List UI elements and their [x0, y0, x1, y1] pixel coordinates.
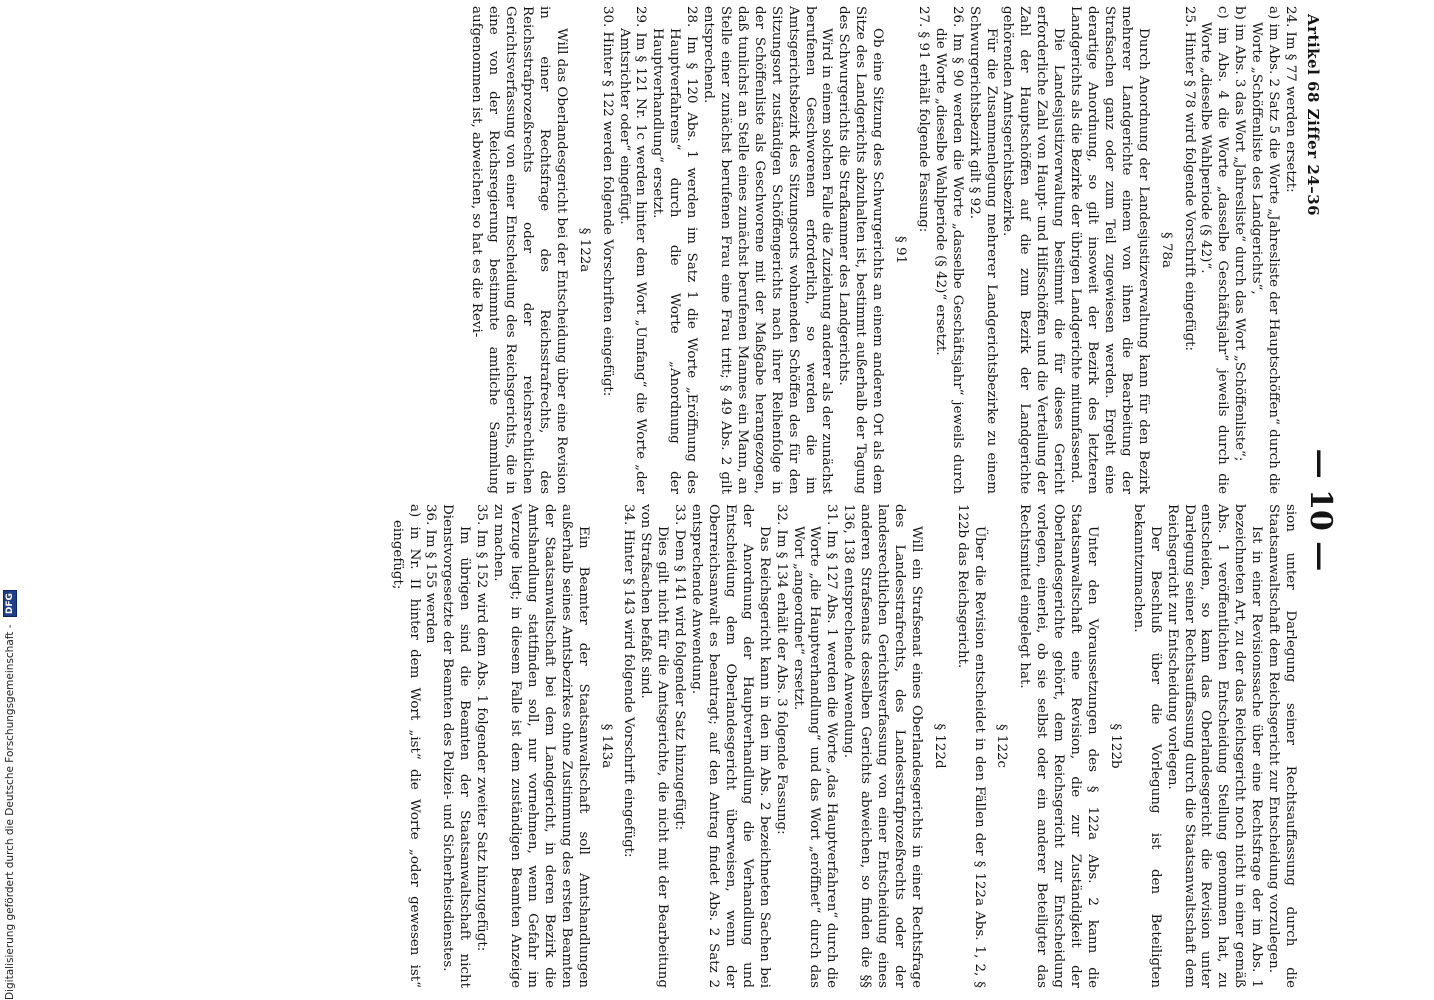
paragraph: 27. § 91 erhält folgende Fassung:: [915, 6, 931, 233]
footer-credit-text: Digitalisierung gefördert durch die Deutsche Forschungsgemeinschaft -: [4, 624, 16, 1000]
right-text-column: [388, 504, 1298, 988]
section-heading: § 122b: [1107, 723, 1123, 769]
paragraph: Im übrigen sind die Beamten der Staatsanwaltschaft nicht Dienstvorgesetzte der Beamten des Polizei- und Sicherheitsdienstes.: [440, 504, 473, 988]
section-heading: § 78a: [1158, 232, 1174, 268]
paragraph: 26. Im § 90 werden die Worte „dasselbe Geschäftsjahr“ jeweils durch die Worte „dieselbe Wahlperiode (§ 42)“ ersetzt.: [932, 6, 965, 494]
paragraph: 36. Im § 155 werden: [423, 504, 439, 644]
paragraph: 29. Im § 121 Nr. 1c werden hinter dem Wort „Umfang“ die Worte „der Amtsrichter oder“ eingefügt.: [616, 6, 649, 494]
paragraph: 25. Hinter § 78 wird folgende Vorschrift eingefügt:: [1181, 6, 1197, 352]
paragraph: Die Landesjustizverwaltung bestimmt die für dieses Gericht erforderliche Zahl von Haupt- und Hilfsschöffen und die Verteilung der Zahl der Hauptschöffen auf die zum Bezirk der Landgerichte gehörenden Amtsgerichtsbezirke.: [1000, 6, 1067, 494]
paragraph: 30. Hinter § 122 werden folgende Vorschriften eingefügt:: [599, 6, 615, 397]
paragraph: 28. Im § 120 Abs. 1 werden im Satz 1 die Worte „Eröffnung des Hauptverfahrens“ durch die Worte „Anordnung der Hauptverhandlung“ ersetzt.: [650, 6, 700, 494]
left-text-column: [467, 6, 1298, 494]
paragraph: sion unter Darlegung seiner Rechtsauffassung durch die Staatsanwaltschaft dem Reichsgericht zur Entscheidung vorzulegen.: [1266, 504, 1298, 988]
paragraph: b) im Abs. 3 das Wort „Jahresliste“ durch das Wort „Schöffenliste“;: [1232, 6, 1248, 462]
paragraph: a) im Abs. 2 Satz 5 die Worte „Jahresliste der Hauptschöffen“ durch die Worte „Schöffenliste des Landgerichts“,: [1249, 6, 1282, 494]
section-heading: § 143a: [598, 723, 614, 769]
paragraph: Will ein Strafsenat eines Oberlandesgerichts in einer Rechtsfrage des Landesstrafrechts, des Landesstrafprozeßrechts oder der landesrechtlichen Gerichtsverfassung von einer Entscheidung eines anderen Strafsenats desselben Gerichts abweichen, so finden die §§ 136, 138 entsprechende Anwendung.: [841, 504, 924, 988]
paragraph: Für die Zusammenlegung mehrerer Landgerichtsbezirke zu einem Schwurgerichtsbezirk gilt § 92.: [966, 6, 999, 494]
paragraph: 34. Hinter § 143 wird folgende Vorschrift eingefügt:: [621, 504, 637, 858]
paragraph: Ob eine Sitzung des Schwurgerichts an einem anderen Ort als dem Sitze des Landgerichts abzuhalten ist, bestimmt außerhalb der Tagung des Schwurgerichts die Strafkammer des Landgerichts.: [836, 6, 886, 494]
paragraph: 35. Im § 152 wird dem Abs. 1 folgender zweiter Satz hinzugefügt:: [474, 504, 490, 952]
section-heading: § 122d: [931, 723, 947, 769]
digitization-footer: [0, 0, 16, 1000]
paragraph: Ist in einer Revisionssache über eine Rechtsfrage der im Abs. 1 bezeichneten Art, zu der das Reichsgericht noch nicht in einer gemäß Abs. 1 veröffentlichten Entscheidung Stellung genommen hat, zu entscheiden, so kann das Oberlandesgericht die Revision unter Darlegung seiner Rechtsauffassung durch die Staatsanwaltschaft dem Reichsgericht zur Entscheidung vorlegen.: [1164, 504, 1265, 988]
section-reference: Artikel 68 Ziffer 24–36: [1304, 14, 1322, 217]
section-heading: § 122a: [576, 227, 592, 273]
dfg-logo: DFG: [3, 590, 17, 617]
paragraph: Ein Beamter der Staatsanwaltschaft soll Amtshandlungen außerhalb seines Amtsbezirkes ohne Zustimmung des ersten Beamten der Staatsanwaltschaft bei dem Landgericht, in deren Bezirk die Amtshandlung stattfinden soll, nur vornehmen, wenn Gefahr im Verzuge liegt; in diesem Falle ist dem zuständigen Beamten Anzeige zu machen.: [491, 504, 591, 988]
paragraph: 32. Im § 134 erhält der Abs. 3 folgende Fassung:: [773, 504, 789, 835]
section-heading: § 91: [893, 236, 909, 264]
paragraph: Dies gilt nicht für die Amtsgerichte, die nicht mit der Bearbeitung von Strafsachen befaßt sind.: [638, 504, 671, 988]
paragraph: Durch Anordnung der Landesjustizverwaltung kann für den Bezirk mehrerer Landgerichte einem von ihnen die Bearbeitung der Strafsachen ganz oder zum Teil zugewiesen werden. Ergeht eine derartige Anordnung, so gilt insoweit der Bezirk des letzteren Landgerichts als die Bezirke der übrigen Landgerichte mitumfassend.: [1068, 6, 1151, 494]
paragraph: c) im Abs. 4 die Worte „dasselbe Geschäftsjahr“ jeweils durch die Worte „dieselbe Wahlperiode (§ 42)“.: [1198, 6, 1231, 494]
paragraph: 31. Im § 127 Abs. 1 werden die Worte „das Hauptverfahren“ durch die Worte „die Hauptverhandlung“ und das Wort „eröffnet“ durch das Wort „angeordnet“ ersetzt.: [790, 504, 840, 988]
paragraph: Das Reichsgericht kann in den im Abs. 2 bezeichneten Sachen bei der Anordnung der Hauptverhandlung die Verhandlung und Entscheidung dem Oberlandesgericht überweisen, wenn der Oberreichsanwalt es beantragt; auf den Antrag findet Abs. 2 Satz 2 entsprechende Anwendung.: [689, 504, 772, 988]
paragraph: Will das Oberlandesgericht bei der Entscheidung über eine Revision in einer Rechtsfrage des Reichsstrafrechts, des Reichsstrafprozeßrechts oder der reichsrechtlichen Gerichtsverfassung von einer Entscheidung des Reichsgerichts, die in eine von der Reichsregierung bestimmte amtliche Sammlung aufgenommen ist, abweichen, so hat es die Revi-: [469, 6, 569, 494]
paragraph: 24. Im § 77 werden ersetzt:: [1283, 6, 1298, 193]
paragraph: a) in Nr. II hinter dem Wort „ist“ die Worte „oder gewesen ist“ eingefügt;: [389, 504, 422, 988]
paragraph: Der Beschluß über die Vorlegung ist den Beteiligten bekanntzumachen.: [1130, 504, 1163, 988]
paragraph: 33. Dem § 141 wird folgender Satz hinzugefügt:: [672, 504, 688, 831]
paragraph: Über die Revision entscheidet in den Fällen der § 122a Abs. 1, 2, § 122b das Reichsgericht.: [954, 504, 987, 988]
section-heading: § 122c: [994, 723, 1010, 768]
paragraph: Wird in einem solchen Falle die Zuziehung anderer als der zunächst berufenen Geschworenen erforderlich, so werden die im Amtsgerichtsbezirk des Sitzungsorts wohnenden Schöffen des für den Sitzungsort zuständigen Schöffengerichts nach ihrer Reihenfolge in der Schöffenliste als Geschworene mit der Maßgabe herangezogen, daß tunlichst an Stelle eines zunächst berufenen Mannes ein Mann, an Stelle einer zunächst berufenen Frau eine Frau tritt; § 49 Abs. 2 gilt entsprechend.: [701, 6, 835, 494]
paragraph: Unter den Voraussetzungen des § 122a Abs. 2 kann die Staatsanwaltschaft eine Revision, die zur Zuständigkeit der Oberlandesgerichte gehört, dem Reichsgericht zur Entscheidung vorlegen, einerlei, ob sie selbst oder ein anderer Beteiligter das Rechtsmittel eingelegt hat.: [1017, 504, 1101, 988]
page-number: — 10 —: [1303, 448, 1338, 572]
